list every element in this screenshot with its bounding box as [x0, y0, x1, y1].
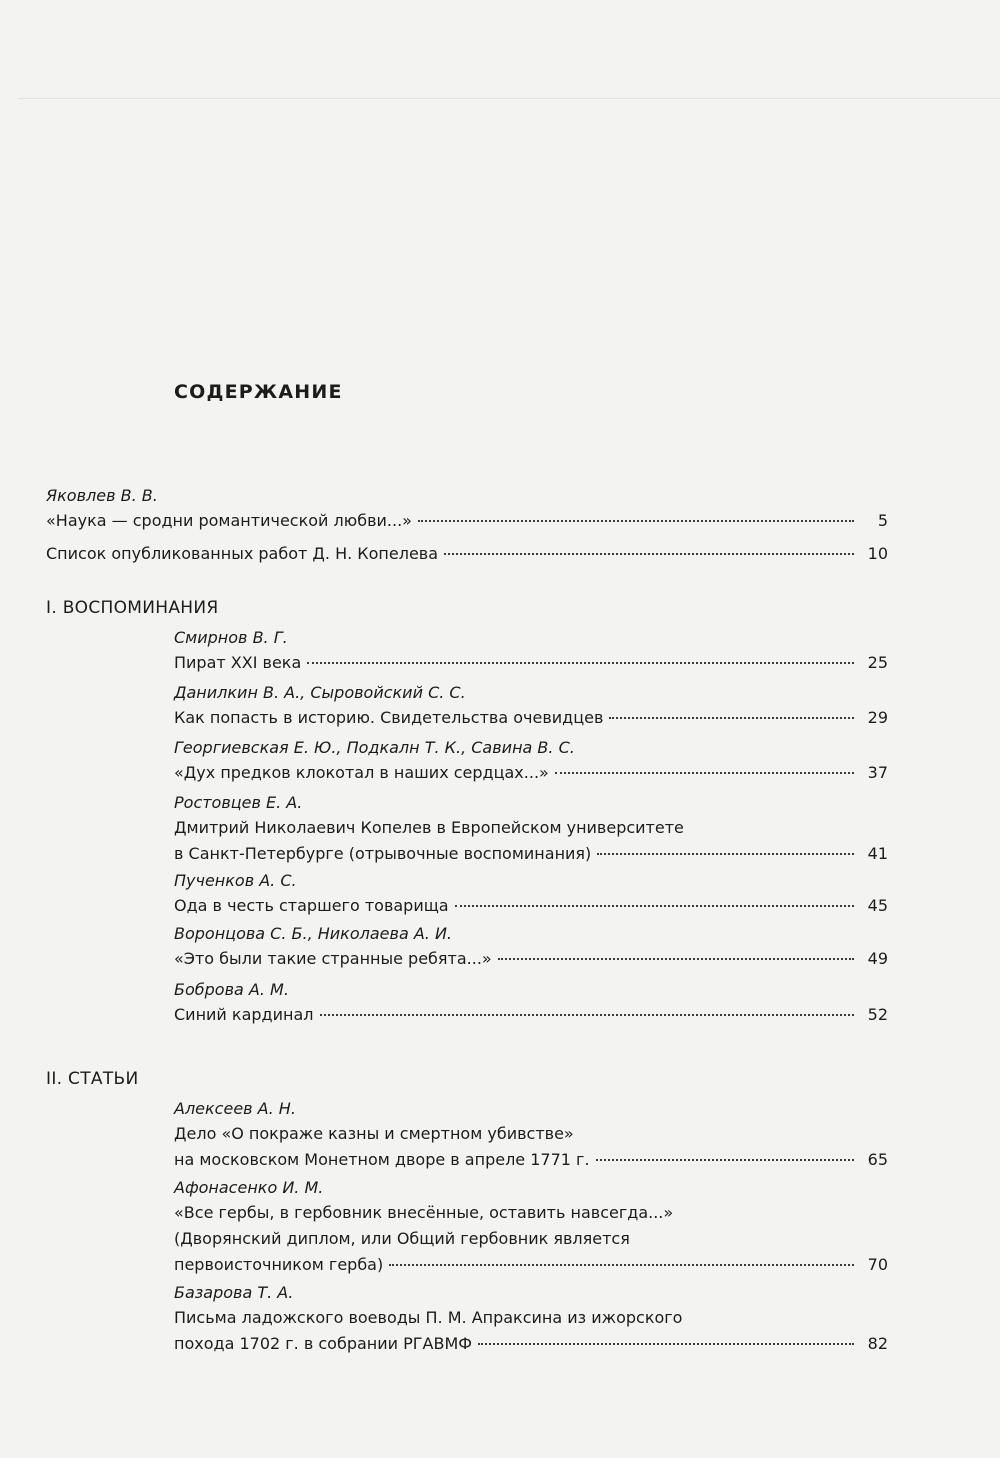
toc-entry [174, 1176, 888, 1278]
toc-entry [46, 484, 888, 534]
entry-title: Пират XXI века [174, 653, 302, 672]
entry-title-line [174, 893, 888, 919]
bleed-through-rule [18, 98, 1000, 99]
entry-author: Алексеев А. Н. [174, 1099, 296, 1118]
entry-title: на московском Монетном дворе в апреле 1771 г. [174, 1150, 590, 1169]
entry-page-number: 65 [867, 1150, 888, 1169]
section-title-articles: II. СТАТЬИ [46, 1069, 139, 1089]
entry-page-number: 5 [877, 511, 888, 530]
toc-entry [174, 626, 888, 676]
entry-page-number: 10 [867, 544, 888, 563]
entry-page-number: 41 [867, 844, 888, 863]
entry-title: (Дворянский диплом, или Общий гербовник является [174, 1229, 630, 1248]
entry-title: Синий кардинал [174, 1005, 314, 1024]
entry-page-number: 37 [867, 763, 888, 782]
entry-author: Георгиевская Е. Ю., Подкалн Т. К., Савина В. С. [174, 738, 575, 757]
entry-title-line [174, 841, 888, 867]
toc-entry [174, 681, 888, 731]
entry-title: похода 1702 г. в собрании РГАВМФ [174, 1334, 473, 1353]
dot-leader [609, 717, 854, 719]
dot-leader [444, 553, 854, 555]
entry-page-number: 70 [867, 1255, 888, 1274]
entry-title-line [174, 1331, 888, 1357]
entry-title-line [174, 650, 888, 676]
toc-entry [174, 1281, 888, 1357]
toc-entry [174, 791, 888, 867]
entry-title-line [174, 1252, 888, 1278]
entry-title: «Дух предков клокотал в наших сердцах...» [174, 763, 549, 782]
entry-author: Воронцова С. Б., Николаева А. И. [174, 924, 452, 943]
entry-title-line [46, 508, 888, 534]
entry-title: Письма ладожского воеводы П. М. Апраксина из ижорского [174, 1308, 683, 1327]
entry-author: Смирнов В. Г. [174, 628, 288, 647]
dot-leader [478, 1343, 854, 1345]
dot-leader [307, 662, 854, 664]
entry-author: Афонасенко И. М. [174, 1178, 324, 1197]
entry-author: Пученков А. С. [174, 871, 297, 890]
dot-leader [418, 520, 854, 522]
entry-page-number: 82 [867, 1334, 888, 1353]
entry-title: Дмитрий Николаевич Копелев в Европейском университете [174, 818, 684, 837]
entry-author: Яковлев В. В. [46, 486, 158, 505]
entry-title-line [174, 1147, 888, 1173]
toc-entry [174, 922, 888, 972]
entry-title: «Наука — сродни романтической любви...» [46, 511, 412, 530]
dot-leader [555, 772, 854, 774]
entry-title-line [174, 760, 888, 786]
toc-entry [46, 541, 888, 567]
toc-entry [174, 736, 888, 786]
entry-page-number: 25 [867, 653, 888, 672]
entry-title: «Это были такие странные ребята...» [174, 949, 492, 968]
dot-leader [596, 1159, 854, 1161]
entry-title: «Все гербы, в гербовник внесённые, оставить навсегда...» [174, 1203, 674, 1222]
entry-title: первоисточником герба) [174, 1255, 384, 1274]
entry-page-number: 45 [867, 896, 888, 915]
entry-author: Базарова Т. А. [174, 1283, 294, 1302]
entry-title: Дело «О покраже казны и смертном убивстве» [174, 1124, 574, 1143]
dot-leader [455, 905, 854, 907]
entry-author: Ростовцев Е. А. [174, 793, 303, 812]
dot-leader [389, 1264, 854, 1266]
entry-title-line [174, 946, 888, 972]
entry-page-number: 52 [867, 1005, 888, 1024]
entry-title-line [174, 705, 888, 731]
entry-title-line [46, 541, 888, 567]
entry-author: Боброва А. М. [174, 980, 289, 999]
entry-page-number: 49 [867, 949, 888, 968]
contents-heading: СОДЕРЖАНИЕ [174, 381, 343, 403]
entry-page-number: 29 [867, 708, 888, 727]
toc-entry [174, 978, 888, 1028]
entry-title: Список опубликованных работ Д. Н. Копелева [46, 544, 439, 563]
toc-entry [174, 1097, 888, 1173]
entry-title-line [174, 1002, 888, 1028]
entry-author: Данилкин В. А., Сыровойский С. С. [174, 683, 466, 702]
toc-entry [174, 869, 888, 919]
entry-title: Как попасть в историю. Свидетельства очевидцев [174, 708, 604, 727]
dot-leader [320, 1014, 855, 1016]
dot-leader [498, 958, 854, 960]
entry-title: в Санкт-Петербурге (отрывочные воспоминания) [174, 844, 592, 863]
section-title-memoirs: I. ВОСПОМИНАНИЯ [46, 598, 219, 618]
dot-leader [597, 853, 854, 855]
entry-title: Ода в честь старшего товарища [174, 896, 449, 915]
